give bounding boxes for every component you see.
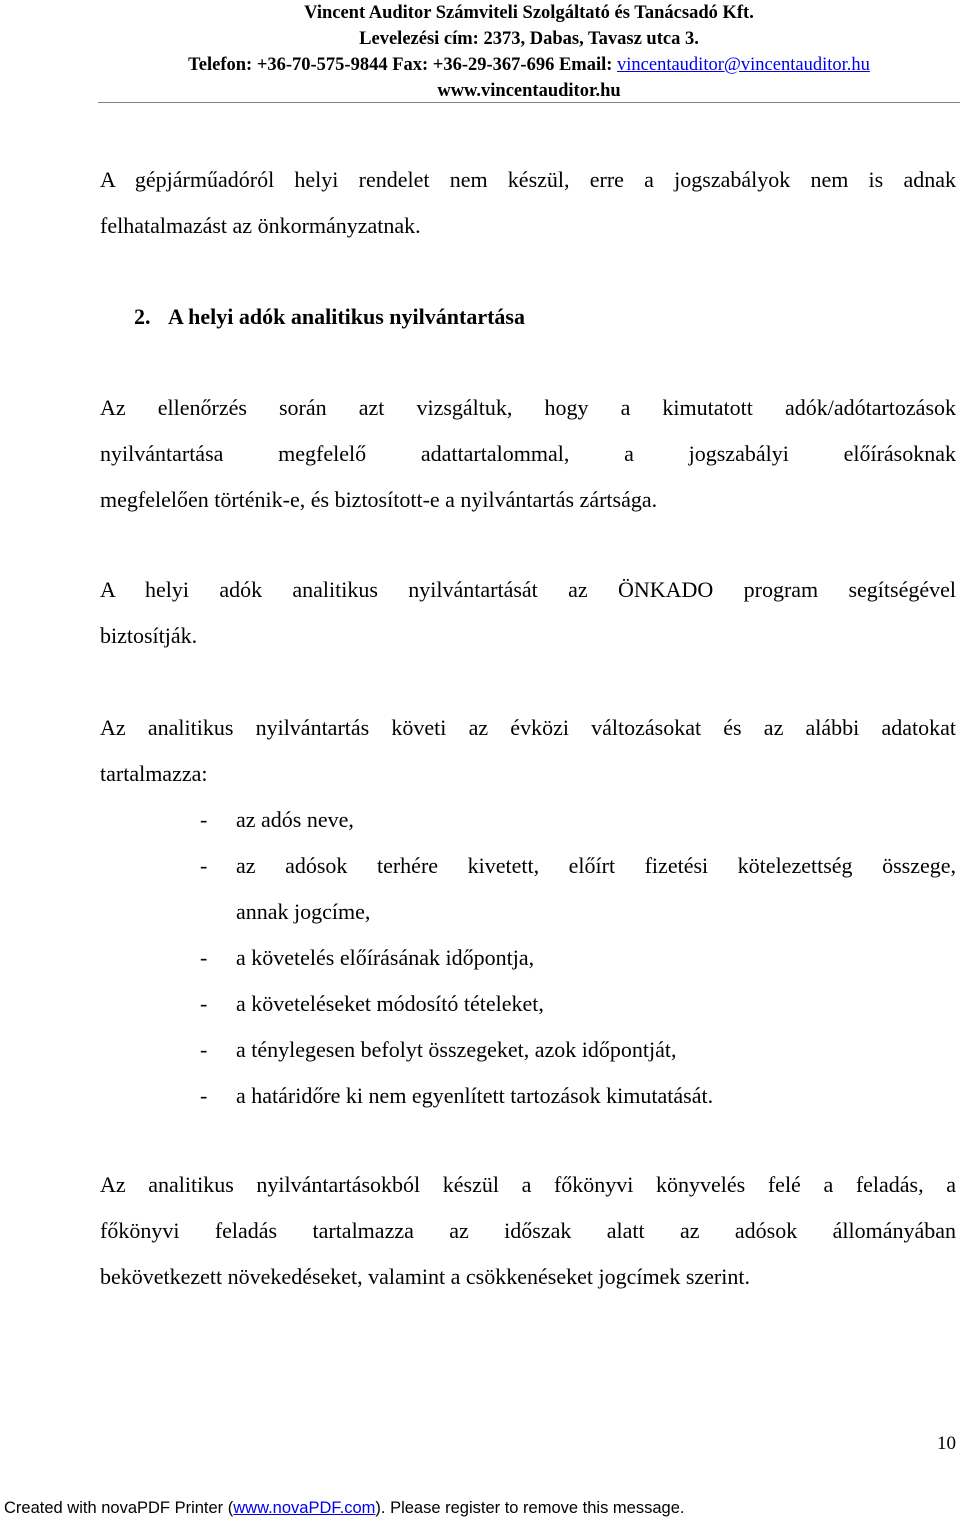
data-item-list xyxy=(200,797,956,1119)
pdf-watermark-footer xyxy=(0,1496,960,1520)
text-line: Az ellenőrzés során azt vizsgáltuk, hogy a kimutatott adók/adótartozások xyxy=(100,395,956,420)
intro-paragraph xyxy=(100,157,956,249)
list-item-text: az adós neve, xyxy=(236,807,354,832)
list-item-text: a ténylegesen befolyt összegeket, azok időpontját, xyxy=(236,1037,677,1062)
website: www.vincentauditor.hu xyxy=(437,81,621,101)
paragraph-analytics xyxy=(100,705,956,797)
page-number: 10 xyxy=(937,1433,956,1454)
section-heading xyxy=(134,294,525,340)
list-dash: - xyxy=(200,945,208,970)
paragraph-audit-scope xyxy=(100,385,956,523)
list-dash: - xyxy=(200,1037,208,1062)
list-dash: - xyxy=(200,1083,208,1108)
footer-suffix: ). Please register to remove this message. xyxy=(375,1499,685,1517)
list-item-text: annak jogcíme, xyxy=(236,899,371,924)
list-item-text: a követelés előírásának időpontja, xyxy=(236,945,535,970)
text-line: A gépjárműadóról helyi rendelet nem készül, erre a jogszabályok nem is adnak xyxy=(100,167,956,192)
letterhead xyxy=(98,0,960,104)
text-line: Az analitikus nyilvántartás követi az évközi változásokat és az alábbi adatokat xyxy=(100,715,956,740)
text-line: tartalmazza: xyxy=(100,761,208,786)
text-line: nyilvántartása megfelelő adattartalommal, a jogszabályi előírásoknak xyxy=(100,441,956,466)
text-line: felhatalmazást az önkormányzatnak. xyxy=(100,213,421,238)
text-line: biztosítják. xyxy=(100,623,198,648)
text-line: Az analitikus nyilvántartásokból készül a főkönyvi könyvelés felé a feladás, a xyxy=(100,1172,956,1197)
section-title: A helyi adók analitikus nyilvántartása xyxy=(168,304,525,329)
paragraph-onkado xyxy=(100,567,956,659)
list-item xyxy=(200,843,956,935)
list-item-text: a határidőre ki nem egyenlített tartozások kimutatását. xyxy=(236,1083,714,1108)
section-number: 2. xyxy=(134,304,151,329)
header-divider xyxy=(98,102,960,103)
company-name: Vincent Auditor Számviteli Szolgáltató és Tanácsadó Kft. xyxy=(304,3,754,23)
list-dash: - xyxy=(200,853,208,878)
text-line: megfelelően történik-e, és biztosított-e a nyilvántartás zártsága. xyxy=(100,487,658,512)
text-line: bekövetkezett növekedéseket, valamint a csökkenéseket jogcímek szerint. xyxy=(100,1264,750,1289)
novapdf-link[interactable]: www.novaPDF.com xyxy=(233,1499,376,1517)
contact-line xyxy=(98,52,960,78)
contact-phone-fax: Telefon: +36-70-575-9844 Fax: +36-29-367-696 Email: xyxy=(188,55,618,75)
paragraph-general-ledger xyxy=(100,1162,956,1300)
list-item-text: a követeléseket módosító tételeket, xyxy=(236,991,544,1016)
list-item xyxy=(200,1027,956,1073)
list-item xyxy=(200,981,956,1027)
list-item xyxy=(200,797,956,843)
list-item-text: az adósok terhére kivetett, előírt fizetési kötelezettség összege, xyxy=(236,853,956,878)
list-dash: - xyxy=(200,991,208,1016)
list-item xyxy=(200,935,956,981)
email-link[interactable]: vincentauditor@vincentauditor.hu xyxy=(617,55,870,75)
list-item xyxy=(200,1073,956,1119)
text-line: A helyi adók analitikus nyilvántartását az ÖNKADO program segítségével xyxy=(100,577,956,602)
text-line: főkönyvi feladás tartalmazza az időszak alatt az adósok állományában xyxy=(100,1218,956,1243)
postal-address: Levelezési cím: 2373, Dabas, Tavasz utca 3. xyxy=(359,29,699,49)
list-dash: - xyxy=(200,807,208,832)
footer-prefix: Created with novaPDF Printer ( xyxy=(4,1499,234,1517)
